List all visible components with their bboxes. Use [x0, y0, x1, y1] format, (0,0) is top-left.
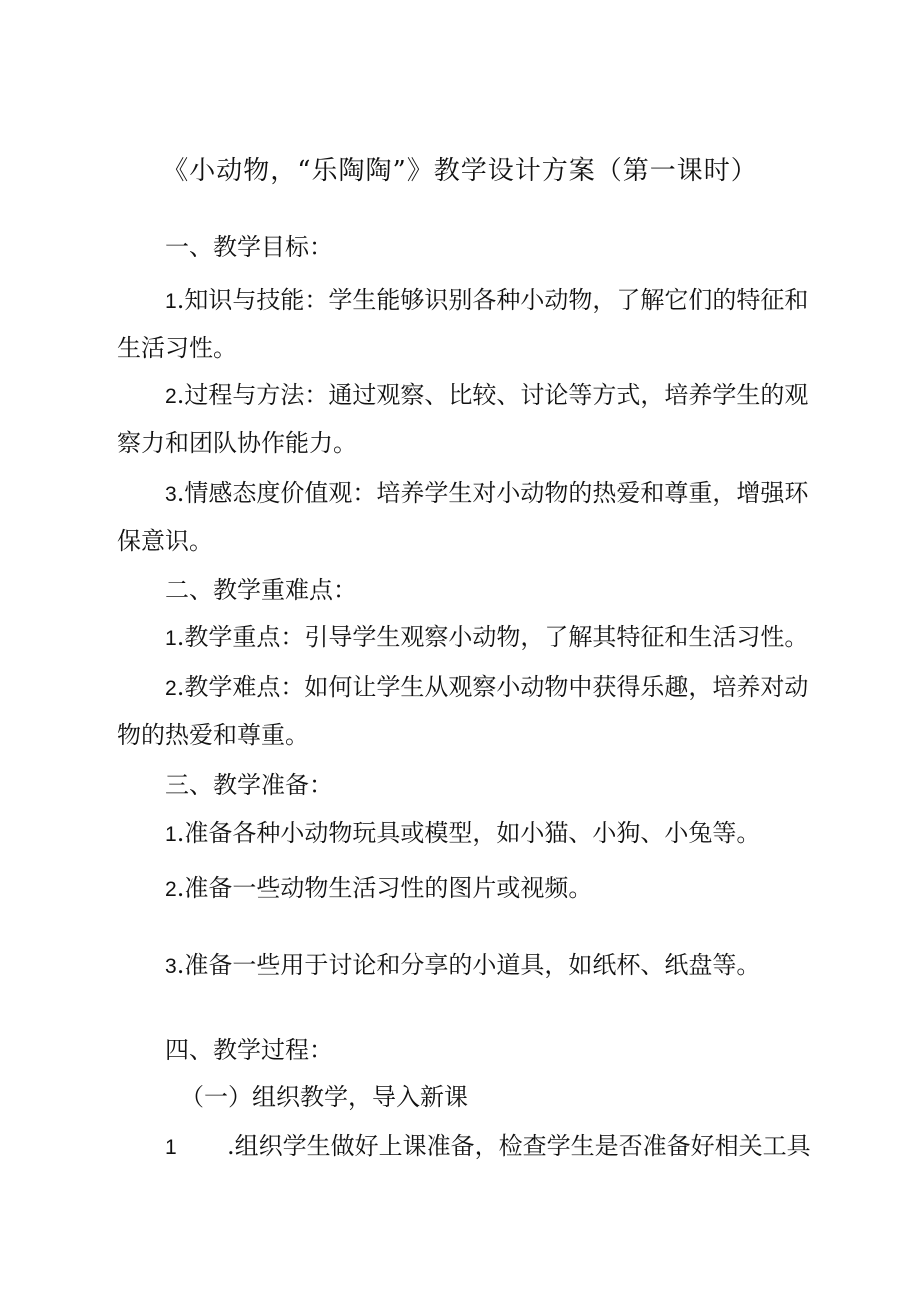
item-text: .情感态度价值观：培养学生对小动物的热爱和尊重，增强环 — [176, 479, 809, 507]
item-number: 1 — [165, 290, 177, 313]
process-subheading: （一）组织教学，导入新课 — [180, 1083, 468, 1111]
objective-item-2-continued: 察力和团队协作能力。 — [117, 429, 357, 457]
item-text: .准备一些动物生活习性的图片或视频。 — [176, 874, 593, 902]
item-number: 2 — [165, 878, 177, 901]
objective-item-3-continued: 保意识。 — [117, 527, 213, 555]
section-heading-process: 四、教学过程： — [165, 1036, 333, 1064]
key-point-item-1 — [165, 622, 808, 654]
preparation-item-2 — [165, 873, 592, 905]
section-heading-objectives: 一、教学目标： — [165, 233, 333, 261]
preparation-item-3 — [165, 950, 760, 982]
objective-item-1 — [165, 285, 808, 317]
key-point-item-2-continued: 物的热爱和尊重。 — [117, 721, 309, 749]
item-text: .过程与方法：通过观察、比较、讨论等方式，培养学生的观 — [176, 381, 809, 409]
item-number: 3 — [165, 955, 177, 978]
item-text: .教学难点：如何让学生从观察小动物中获得乐趣，培养对动 — [176, 673, 809, 701]
process-item-1 — [165, 1131, 811, 1163]
item-text: .组织学生做好上课准备，检查学生是否准备好相关工具 — [227, 1132, 811, 1160]
section-heading-key-points: 二、教学重难点： — [165, 576, 357, 604]
item-number: 1 — [165, 1136, 177, 1159]
objective-item-3 — [165, 478, 808, 510]
item-text: .知识与技能：学生能够识别各种小动物，了解它们的特征和 — [176, 286, 809, 314]
item-number: 1 — [165, 627, 177, 650]
key-point-item-2 — [165, 672, 808, 704]
preparation-item-1 — [165, 818, 760, 850]
section-heading-preparation: 三、教学准备： — [165, 771, 333, 799]
item-number: 2 — [165, 385, 177, 408]
item-number: 1 — [165, 823, 177, 846]
item-text: .教学重点：引导学生观察小动物，了解其特征和生活习性。 — [176, 623, 809, 651]
objective-item-2 — [165, 380, 808, 412]
objective-item-1-continued: 生活习性。 — [117, 334, 237, 362]
item-number: 2 — [165, 677, 177, 700]
document-title: 《小动物，“乐陶陶”》教学设计方案（第一课时） — [162, 156, 758, 186]
item-text: .准备一些用于讨论和分享的小道具，如纸杯、纸盘等。 — [176, 951, 761, 979]
item-number: 3 — [165, 483, 177, 506]
item-text: .准备各种小动物玩具或模型，如小猫、小狗、小兔等。 — [176, 819, 761, 847]
